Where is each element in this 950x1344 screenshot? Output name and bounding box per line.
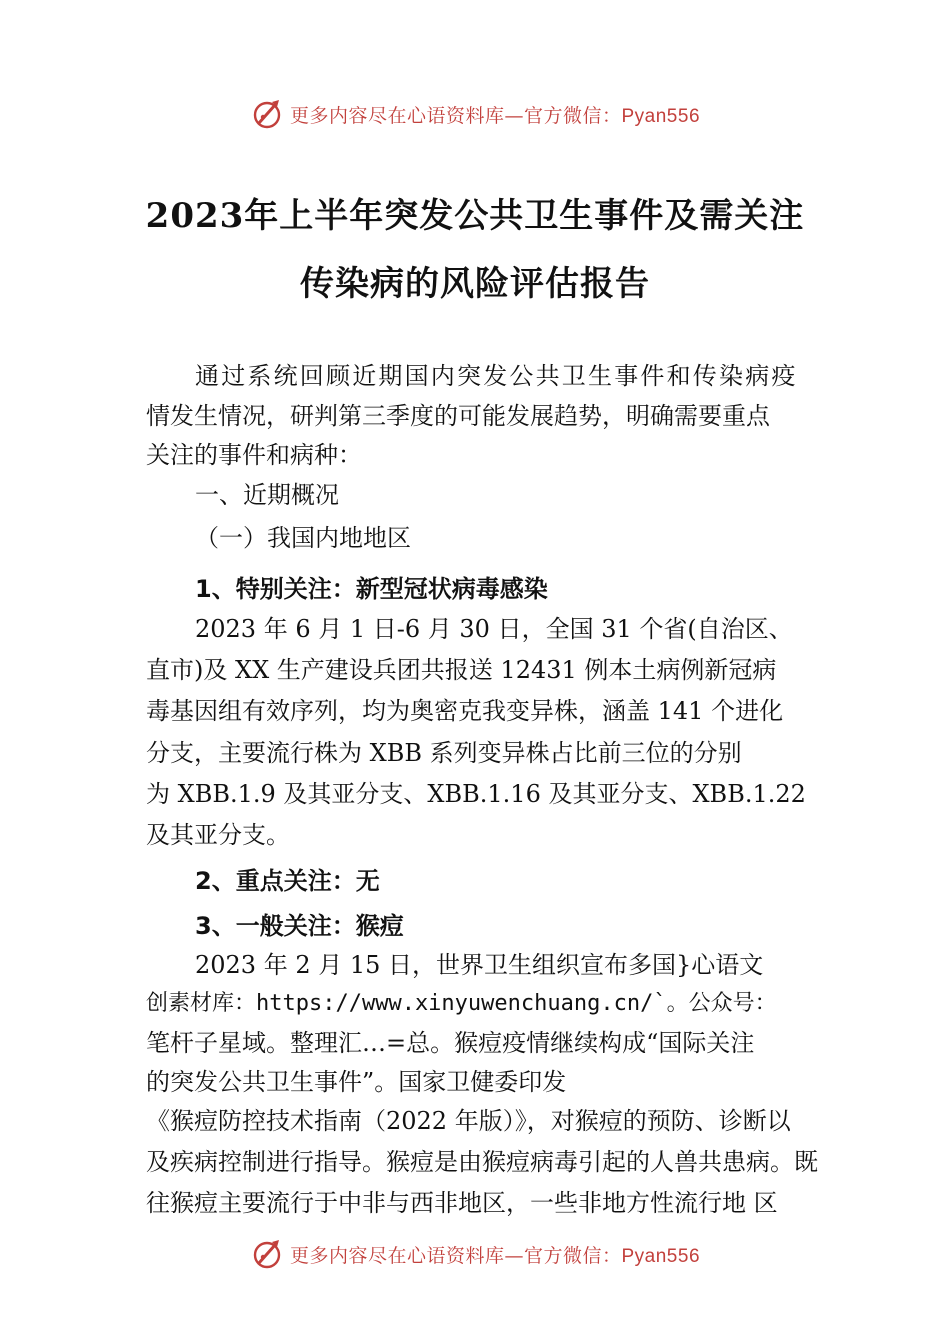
brush-logo-icon	[250, 1237, 284, 1271]
paragraph-3-line-6: 及疾病控制进行指导。猴痘是由猴痘病毒引起的人兽共患病。既	[146, 1148, 818, 1176]
intro-line-1: 通过系统回顾近期国内突发公共卫生事件和传染病疫	[195, 362, 798, 390]
document-title-line-2: 传染病的风险评估报告	[300, 264, 650, 304]
footer-banner	[0, 1234, 950, 1274]
section-heading-1: 一、近期概况	[195, 481, 339, 509]
paragraph-3-line-3: 笔杆子星域。整理汇…=总。猴痘疫情继续构成“国际关注	[146, 1029, 755, 1057]
paragraph-1-line-3: 毒基因组有效序列，均为奥密克我变异株，涵盖 141 个进化	[146, 697, 784, 725]
paragraph-1-line-2: 直市)及 XX 生产建设兵团共报送 12431 例本土病例新冠病	[146, 656, 777, 684]
wechat-id: Pyan556	[621, 1245, 701, 1267]
topic-heading-1: 1、特别关注：新型冠状病毒感染	[195, 575, 548, 603]
paragraph-3-line-1: 2023 年 2 月 15 日，世界卫生组织宣布多国}心语文	[195, 951, 764, 979]
banner-text	[290, 101, 700, 128]
paragraph-3-line-5: 《猴痘防控技术指南（2022 年版）》，对猴痘的预防、诊断以	[146, 1107, 791, 1135]
paragraph-1-line-5: 为 XBB.1.9 及其亚分支、XBB.1.16 及其亚分支、XBB.1.22	[146, 780, 806, 808]
topic-heading-3: 3、一般关注：猴痘	[195, 912, 404, 940]
subsection-heading-1: （一）我国内地地区	[195, 524, 411, 552]
paragraph-3-line-4: 的突发公共卫生事件”。国家卫健委印发	[146, 1068, 567, 1096]
banner-text	[290, 1241, 700, 1268]
intro-line-3: 关注的事件和病种：	[146, 441, 362, 469]
paragraph-1-line-6: 及其亚分支。	[146, 821, 290, 849]
paragraph-1-line-4: 分支，主要流行株为 XBB 系列变异株占比前三位的分别	[146, 739, 742, 767]
banner-label: 更多内容尽在心语资料库—官方微信：	[289, 1244, 622, 1267]
paragraph-1-line-1: 2023 年 6 月 1 日-6 月 30 日，全国 31 个省(自治区、	[195, 615, 793, 643]
document-title-line-1: 2023年上半年突发公共卫生事件及需关注	[145, 196, 805, 236]
paragraph-3-line-7: 往猴痘主要流行于中非与西非地区，一些非地方性流行地 区	[146, 1189, 778, 1217]
brush-logo-icon	[250, 97, 284, 131]
header-banner	[0, 94, 950, 134]
banner-label: 更多内容尽在心语资料库—官方微信：	[289, 104, 622, 127]
paragraph-3-line-2: 创素材库：https://www.xinyuwenchuang.cn/`。公众号：	[146, 991, 777, 1016]
wechat-id: Pyan556	[621, 105, 701, 127]
topic-heading-2: 2、重点关注：无	[195, 867, 380, 895]
intro-line-2: 情发生情况，研判第三季度的可能发展趋势，明确需要重点	[146, 402, 770, 430]
